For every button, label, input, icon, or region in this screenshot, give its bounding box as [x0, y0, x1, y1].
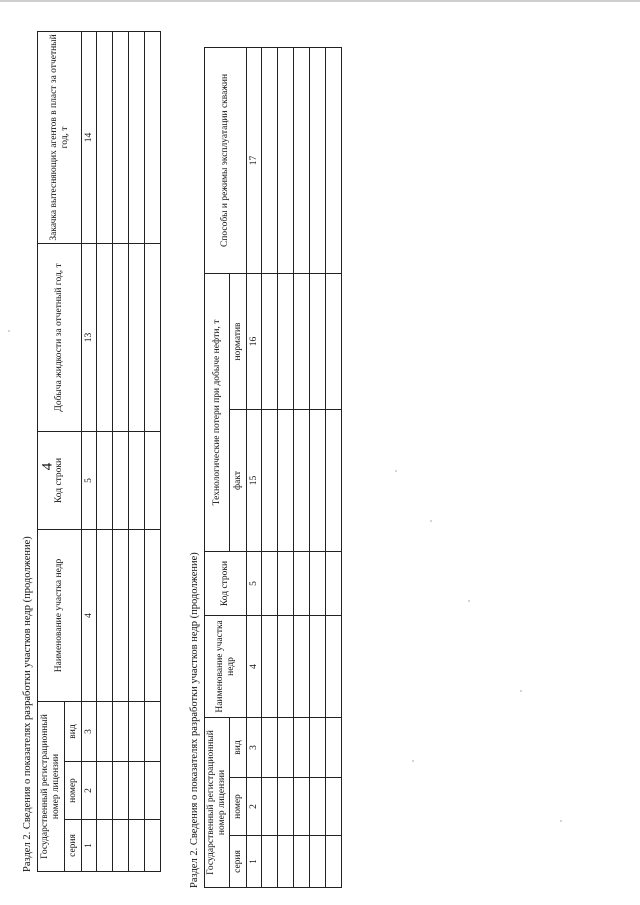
scan-speck	[560, 820, 562, 822]
agent-injection-header: Закачка вытесняющих агентов в пласт за отчетный год, т	[38, 31, 82, 243]
column-number: 2	[82, 762, 97, 820]
oil-losses-header: Технологические потери при добыче нефти, т	[205, 273, 230, 551]
table-row	[262, 47, 278, 887]
table-row	[129, 31, 145, 871]
column-number: 15	[247, 409, 262, 551]
number-header: номер	[230, 778, 247, 836]
table-row	[113, 31, 129, 871]
license-group-header: Государственный регистрационный номер лицензии	[38, 701, 65, 871]
scan-speck	[412, 760, 414, 762]
type-header: вид	[65, 701, 82, 761]
table-row	[326, 47, 342, 887]
section-1-title: Раздел 2. Сведения о показателях разработки участков недр (продолжение)	[22, 536, 33, 872]
page-number: 4	[39, 462, 56, 471]
column-number: 16	[247, 273, 262, 409]
column-number: 1	[82, 820, 97, 872]
table-row	[294, 47, 310, 887]
column-number: 4	[247, 615, 262, 717]
column-number: 3	[82, 701, 97, 761]
section-2-table	[204, 47, 342, 888]
scan-speck	[468, 600, 470, 602]
line-code-header: Код строки	[38, 431, 82, 529]
table-row	[97, 31, 113, 871]
license-group-header: Государственный регистрационный номер лицензии	[205, 717, 230, 887]
column-number: 17	[247, 47, 262, 273]
scan-speck	[430, 520, 432, 522]
section-1	[20, 32, 124, 872]
area-name-header: Наименование участка недр	[38, 529, 82, 701]
section-1-table	[37, 31, 161, 872]
liquid-production-header: Добыча жидкости за отчетный год, т	[38, 243, 82, 431]
series-header: серия	[65, 820, 82, 872]
type-header: вид	[230, 717, 247, 777]
well-modes-header: Способы и режимы эксплуатации скважин	[205, 47, 247, 273]
area-name-header: Наименование участка недр	[205, 615, 247, 717]
table-row	[310, 47, 326, 887]
section-2-title: Раздел 2. Сведения о показателях разработки участков недр (продолжение)	[189, 552, 200, 888]
line-code-header: Код строки	[205, 551, 247, 615]
column-number: 5	[247, 551, 262, 615]
table-row	[145, 31, 161, 871]
scan-speck	[395, 470, 397, 472]
table-row	[278, 47, 294, 887]
norm-header: норматив	[230, 273, 247, 409]
column-number: 3	[247, 717, 262, 777]
scan-speck	[520, 690, 522, 692]
scan-speck	[8, 330, 10, 332]
column-number: 5	[82, 431, 97, 529]
series-header: серия	[230, 836, 247, 888]
column-number: 1	[247, 836, 262, 888]
column-numbers-row	[247, 47, 262, 887]
column-number: 2	[247, 778, 262, 836]
fact-header: факт	[230, 409, 247, 551]
number-header: номер	[65, 762, 82, 820]
column-number: 14	[82, 31, 97, 243]
section-2	[187, 48, 307, 888]
column-number: 13	[82, 243, 97, 431]
column-numbers-row	[82, 31, 97, 871]
column-number: 4	[82, 529, 97, 701]
scan-top-edge	[0, 0, 640, 2]
